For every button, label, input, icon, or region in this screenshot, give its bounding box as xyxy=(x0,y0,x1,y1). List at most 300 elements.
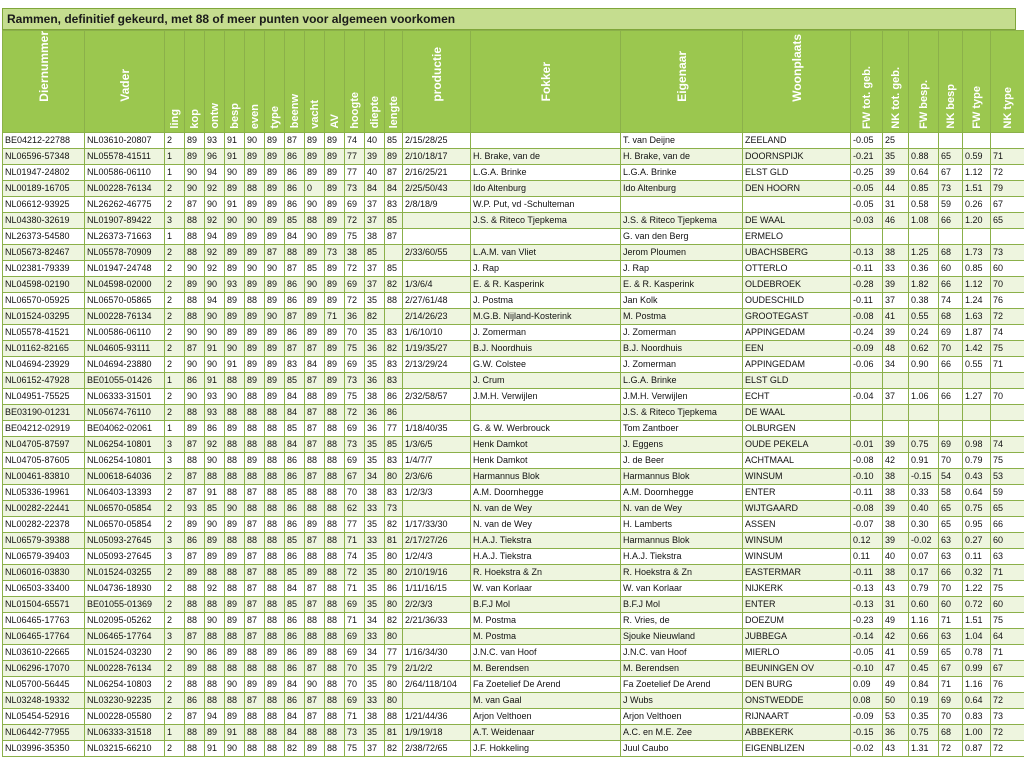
table-cell: NL00282-22441 xyxy=(3,500,85,516)
table-cell: 89 xyxy=(265,388,285,404)
table-cell: NL00586-06110 xyxy=(85,324,165,340)
table-cell: 84 xyxy=(285,228,305,244)
table-cell: OTTERLO xyxy=(743,260,851,276)
table-cell: 1/21/44/36 xyxy=(403,708,471,724)
table-cell: 88 xyxy=(245,532,265,548)
table-cell: 88 xyxy=(265,692,285,708)
table-cell: 68 xyxy=(939,308,963,324)
table-cell: -0.11 xyxy=(851,260,883,276)
table-cell: 88 xyxy=(185,244,205,260)
table-cell: NL00618-64036 xyxy=(85,468,165,484)
table-cell: 88 xyxy=(225,692,245,708)
table-cell xyxy=(385,244,403,260)
table-cell: DEN BURG xyxy=(743,676,851,692)
table-row xyxy=(3,676,1024,692)
table-row xyxy=(3,580,1024,596)
table-cell: 88 xyxy=(245,468,265,484)
table-cell xyxy=(939,228,963,244)
table-cell: 87 xyxy=(245,612,265,628)
table-cell: 79 xyxy=(991,180,1024,196)
table-cell: 65 xyxy=(939,516,963,532)
table-cell: EIGENBLIZEN xyxy=(743,740,851,756)
table-cell: 72 xyxy=(991,308,1024,324)
table-cell: 89 xyxy=(225,420,245,436)
table-cell: 86 xyxy=(285,644,305,660)
table-cell: 89 xyxy=(265,132,285,148)
table-cell: 89 xyxy=(245,228,265,244)
table-cell: JUBBEGA xyxy=(743,628,851,644)
table-cell: 86 xyxy=(385,388,403,404)
table-cell: 72 xyxy=(345,404,365,420)
table-cell: 77 xyxy=(385,420,403,436)
table-cell: 74 xyxy=(345,548,365,564)
table-cell: 0.45 xyxy=(909,660,939,676)
table-cell: 2 xyxy=(165,292,185,308)
table-cell: APPINGEDAM xyxy=(743,356,851,372)
table-cell: 89 xyxy=(265,148,285,164)
table-row xyxy=(3,372,1024,388)
table-cell: 2/8/18/9 xyxy=(403,196,471,212)
table-row xyxy=(3,548,1024,564)
table-cell xyxy=(403,500,471,516)
table-cell: -0.08 xyxy=(851,308,883,324)
table-cell xyxy=(963,404,991,420)
table-cell: Fa Zoetelief De Arend xyxy=(471,676,621,692)
table-cell: 1.42 xyxy=(963,340,991,356)
table-cell: 87 xyxy=(185,708,205,724)
table-cell: NL00228-76134 xyxy=(85,308,165,324)
table-cell: 2 xyxy=(165,340,185,356)
table-cell: 41 xyxy=(883,308,909,324)
table-cell xyxy=(403,628,471,644)
header-row xyxy=(3,31,1024,133)
table-cell: 88 xyxy=(305,612,325,628)
table-cell: 88 xyxy=(265,564,285,580)
table-cell: 70 xyxy=(939,452,963,468)
table-cell: 66 xyxy=(991,516,1024,532)
table-cell: 71 xyxy=(991,644,1024,660)
table-cell: 85 xyxy=(285,532,305,548)
table-cell: 90 xyxy=(225,388,245,404)
table-cell: 85 xyxy=(385,212,403,228)
table-cell: NL00189-16705 xyxy=(3,180,85,196)
table-cell: 90 xyxy=(185,260,205,276)
table-cell: H.A.J. Tiekstra xyxy=(621,548,743,564)
table-cell: 1/9/19/18 xyxy=(403,724,471,740)
column-header-label: NK tot. geb. xyxy=(890,67,902,129)
table-cell: 41 xyxy=(883,644,909,660)
table-cell: J. Zomerman xyxy=(471,324,621,340)
table-cell: 92 xyxy=(205,580,225,596)
table-cell: 85 xyxy=(285,596,305,612)
table-cell: 88 xyxy=(245,740,265,756)
table-cell: 88 xyxy=(185,308,205,324)
table-cell: 87 xyxy=(285,132,305,148)
table-cell: B.F.J Mol xyxy=(621,596,743,612)
table-cell: 39 xyxy=(883,436,909,452)
table-cell: 68 xyxy=(939,244,963,260)
table-cell: 88 xyxy=(185,452,205,468)
table-cell: H.A.J. Tiekstra xyxy=(471,548,621,564)
table-cell xyxy=(883,420,909,436)
table-cell: 87 xyxy=(185,628,205,644)
table-body xyxy=(3,132,1024,756)
table-cell: 87 xyxy=(185,548,205,564)
table-cell: 92 xyxy=(205,212,225,228)
table-cell: 0.32 xyxy=(963,564,991,580)
table-cell: 88 xyxy=(265,484,285,500)
column-header xyxy=(345,31,365,133)
table-cell: 88 xyxy=(305,548,325,564)
table-cell: 86 xyxy=(385,404,403,420)
table-cell: 85 xyxy=(385,260,403,276)
table-row xyxy=(3,212,1024,228)
table-cell: 90 xyxy=(305,196,325,212)
table-cell: 0.12 xyxy=(851,532,883,548)
table-cell: G. & W. Werbrouck xyxy=(471,420,621,436)
table-cell: 82 xyxy=(385,516,403,532)
table-cell: 73 xyxy=(385,500,403,516)
column-header-label: productie xyxy=(430,47,444,102)
table-cell: Henk Damkot xyxy=(471,436,621,452)
table-cell: 88 xyxy=(225,436,245,452)
table-cell: 81 xyxy=(385,532,403,548)
table-cell: 89 xyxy=(325,180,345,196)
table-cell: 0.30 xyxy=(909,516,939,532)
table-cell: NL06579-39403 xyxy=(3,548,85,564)
table-cell: 2 xyxy=(165,564,185,580)
table-cell: 88 xyxy=(205,660,225,676)
table-cell: T. van Deijne xyxy=(621,132,743,148)
table-row xyxy=(3,468,1024,484)
table-cell: 87 xyxy=(305,436,325,452)
table-cell: -0.02 xyxy=(909,532,939,548)
table-cell: 60 xyxy=(991,532,1024,548)
table-cell: 1.24 xyxy=(963,292,991,308)
table-cell: 90 xyxy=(305,676,325,692)
table-cell xyxy=(851,372,883,388)
column-header xyxy=(245,31,265,133)
table-cell: 87 xyxy=(185,468,205,484)
table-cell: 89 xyxy=(325,292,345,308)
column-header xyxy=(3,31,85,133)
table-cell: 35 xyxy=(365,564,385,580)
table-cell: 71 xyxy=(991,564,1024,580)
table-cell: 3 xyxy=(165,548,185,564)
table-cell: 89 xyxy=(265,340,285,356)
table-cell: NL03230-92235 xyxy=(85,692,165,708)
table-cell: 44 xyxy=(883,180,909,196)
table-cell: -0.13 xyxy=(851,596,883,612)
table-cell: 86 xyxy=(285,452,305,468)
table-cell: EASTERMAR xyxy=(743,564,851,580)
table-cell: NL05093-27645 xyxy=(85,532,165,548)
table-cell: NL00228-76134 xyxy=(85,660,165,676)
table-cell: 87 xyxy=(245,564,265,580)
table-cell: 0.11 xyxy=(851,548,883,564)
table-cell: 38 xyxy=(883,516,909,532)
table-cell: 33 xyxy=(365,532,385,548)
table-cell: 89 xyxy=(245,308,265,324)
table-cell xyxy=(851,404,883,420)
table-cell: 73 xyxy=(991,708,1024,724)
table-cell: NL02381-79339 xyxy=(3,260,85,276)
table-cell: 89 xyxy=(305,564,325,580)
table-cell: 85 xyxy=(285,420,305,436)
table-row xyxy=(3,180,1024,196)
table-cell: 88 xyxy=(205,676,225,692)
table-cell: 89 xyxy=(305,516,325,532)
table-cell: 90 xyxy=(265,260,285,276)
table-cell: 94 xyxy=(205,164,225,180)
table-cell xyxy=(403,404,471,420)
table-cell: 88 xyxy=(245,436,265,452)
table-cell: 88 xyxy=(265,740,285,756)
table-cell: 86 xyxy=(285,516,305,532)
table-cell: 0.55 xyxy=(963,356,991,372)
column-header xyxy=(909,31,939,133)
table-cell: 89 xyxy=(305,308,325,324)
table-cell: WINSUM xyxy=(743,532,851,548)
table-cell: 36 xyxy=(365,420,385,436)
table-cell: 89 xyxy=(325,212,345,228)
table-cell: 40 xyxy=(365,132,385,148)
table-cell: 89 xyxy=(265,324,285,340)
table-cell: 88 xyxy=(325,500,345,516)
table-cell: 90 xyxy=(205,308,225,324)
table-cell: 71 xyxy=(345,612,365,628)
table-cell: 60 xyxy=(991,260,1024,276)
table-cell: 89 xyxy=(185,148,205,164)
table-cell: 88 xyxy=(265,404,285,420)
table-cell: 88 xyxy=(185,676,205,692)
table-cell: 0.98 xyxy=(963,436,991,452)
table-cell: NL06254-10803 xyxy=(85,676,165,692)
table-cell: J Wubs xyxy=(621,692,743,708)
table-row xyxy=(3,596,1024,612)
table-cell: 0.08 xyxy=(851,692,883,708)
table-cell: 89 xyxy=(325,388,345,404)
table-cell: NL05673-82467 xyxy=(3,244,85,260)
table-cell: 90 xyxy=(205,196,225,212)
table-cell: NL04736-18930 xyxy=(85,580,165,596)
table-cell: 0.84 xyxy=(909,676,939,692)
table-cell: 88 xyxy=(265,420,285,436)
table-cell: 89 xyxy=(225,308,245,324)
table-cell: 83 xyxy=(385,372,403,388)
rams-table xyxy=(2,30,1024,757)
table-cell: 75 xyxy=(991,612,1024,628)
table-cell: 72 xyxy=(939,740,963,756)
table-cell: 93 xyxy=(205,388,225,404)
table-cell: 1.87 xyxy=(963,324,991,340)
table-cell: 0.17 xyxy=(909,564,939,580)
table-cell: 90 xyxy=(305,228,325,244)
table-cell xyxy=(743,196,851,212)
table-cell: 34 xyxy=(365,644,385,660)
table-cell: 1.16 xyxy=(909,612,939,628)
table-cell: ASSEN xyxy=(743,516,851,532)
table-cell: 88 xyxy=(325,404,345,420)
table-cell: 1/4/7/7 xyxy=(403,452,471,468)
table-cell: 89 xyxy=(205,548,225,564)
table-cell: 35 xyxy=(365,436,385,452)
table-cell: 2/10/19/16 xyxy=(403,564,471,580)
table-row xyxy=(3,724,1024,740)
table-cell: 2/3/6/6 xyxy=(403,468,471,484)
table-cell: 94 xyxy=(205,708,225,724)
table-cell: APPINGEDAM xyxy=(743,324,851,340)
table-row xyxy=(3,436,1024,452)
table-cell: 89 xyxy=(305,164,325,180)
table-cell xyxy=(939,132,963,148)
table-cell xyxy=(851,228,883,244)
table-cell xyxy=(909,420,939,436)
column-header xyxy=(621,31,743,133)
table-cell: 2/21/36/33 xyxy=(403,612,471,628)
table-cell: 33 xyxy=(883,260,909,276)
table-cell: 88 xyxy=(225,532,245,548)
table-cell: 88 xyxy=(225,660,245,676)
table-cell: 54 xyxy=(939,468,963,484)
table-cell: 35 xyxy=(365,660,385,676)
table-cell: 88 xyxy=(325,708,345,724)
table-cell: J. Rap xyxy=(471,260,621,276)
table-cell: 72 xyxy=(345,212,365,228)
column-header xyxy=(305,31,325,133)
column-header-label: NK besp xyxy=(945,84,957,129)
table-cell: 88 xyxy=(225,468,245,484)
table-cell: 88 xyxy=(325,628,345,644)
table-cell: 88 xyxy=(185,724,205,740)
table-cell: 89 xyxy=(225,292,245,308)
table-cell: NL06503-33400 xyxy=(3,580,85,596)
table-cell: 88 xyxy=(305,388,325,404)
table-cell: 42 xyxy=(883,628,909,644)
table-cell: 1.20 xyxy=(963,212,991,228)
table-cell: 38 xyxy=(883,244,909,260)
table-cell: 79 xyxy=(385,660,403,676)
table-cell: 1.51 xyxy=(963,612,991,628)
table-cell: 2/27/61/48 xyxy=(403,292,471,308)
table-cell: 35 xyxy=(365,724,385,740)
table-cell: 90 xyxy=(205,324,225,340)
table-cell: 90 xyxy=(205,452,225,468)
table-cell: 46 xyxy=(883,212,909,228)
table-row xyxy=(3,692,1024,708)
table-cell: 35 xyxy=(365,596,385,612)
table-cell: 88 xyxy=(325,548,345,564)
table-cell: 2/64/118/104 xyxy=(403,676,471,692)
table-cell: 43 xyxy=(883,740,909,756)
table-cell: 35 xyxy=(365,452,385,468)
table-cell: 53 xyxy=(991,468,1024,484)
table-cell: 40 xyxy=(365,164,385,180)
table-cell: 69 xyxy=(345,596,365,612)
table-cell: 90 xyxy=(185,164,205,180)
table-row xyxy=(3,148,1024,164)
table-cell: 85 xyxy=(205,500,225,516)
table-cell: 1/3/6/4 xyxy=(403,276,471,292)
table-cell: 2 xyxy=(165,196,185,212)
table-cell: NL05674-76110 xyxy=(85,404,165,420)
table-cell: NL04605-93111 xyxy=(85,340,165,356)
table-cell: 87 xyxy=(245,628,265,644)
table-cell: 1 xyxy=(165,228,185,244)
table-cell: 2 xyxy=(165,660,185,676)
table-cell: 89 xyxy=(305,324,325,340)
table-cell: NL04380-32619 xyxy=(3,212,85,228)
table-cell: 86 xyxy=(285,164,305,180)
table-cell: 36 xyxy=(365,340,385,356)
table-cell: B.J. Noordhuis xyxy=(621,340,743,356)
table-cell: 88 xyxy=(265,612,285,628)
table-cell: R. Hoekstra & Zn xyxy=(471,564,621,580)
table-cell: ONSTWEDDE xyxy=(743,692,851,708)
table-cell: 75 xyxy=(991,340,1024,356)
table-cell xyxy=(385,308,403,324)
table-cell: 87 xyxy=(285,308,305,324)
table-cell: 25 xyxy=(883,132,909,148)
table-cell: 2/16/25/21 xyxy=(403,164,471,180)
table-cell: 87 xyxy=(245,516,265,532)
table-cell: E. & R. Kasperink xyxy=(621,276,743,292)
table-cell: 88 xyxy=(265,500,285,516)
table-cell: J. Zomerman xyxy=(621,356,743,372)
table-cell: M. van Gaal xyxy=(471,692,621,708)
table-cell: 86 xyxy=(285,148,305,164)
table-cell: 89 xyxy=(225,516,245,532)
table-cell xyxy=(883,228,909,244)
table-cell: 89 xyxy=(245,452,265,468)
table-cell: 73 xyxy=(991,244,1024,260)
table-cell: 85 xyxy=(365,244,385,260)
table-cell: 81 xyxy=(385,724,403,740)
table-cell: 1.51 xyxy=(963,180,991,196)
table-cell: 86 xyxy=(205,420,225,436)
table-cell: NL05093-27645 xyxy=(85,548,165,564)
table-cell: 88 xyxy=(245,500,265,516)
table-row xyxy=(3,532,1024,548)
table-cell: 35 xyxy=(365,676,385,692)
table-cell: 82 xyxy=(385,276,403,292)
column-header-label: FW tot. geb. xyxy=(861,66,873,129)
table-cell: 85 xyxy=(285,564,305,580)
table-cell: 88 xyxy=(325,644,345,660)
table-cell xyxy=(909,372,939,388)
table-cell: 38 xyxy=(345,244,365,260)
table-cell: J. Eggens xyxy=(621,436,743,452)
table-cell: 35 xyxy=(365,356,385,372)
table-cell: -0.15 xyxy=(909,468,939,484)
table-cell: 83 xyxy=(385,196,403,212)
table-cell xyxy=(403,692,471,708)
table-cell: 59 xyxy=(939,196,963,212)
table-cell: OUDESCHILD xyxy=(743,292,851,308)
table-cell: 88 xyxy=(185,404,205,420)
table-row xyxy=(3,244,1024,260)
table-cell: 87 xyxy=(305,532,325,548)
table-cell: NIJKERK xyxy=(743,580,851,596)
table-cell: 85 xyxy=(385,132,403,148)
table-cell: 2 xyxy=(165,468,185,484)
table-cell: 65 xyxy=(939,148,963,164)
table-cell: 2 xyxy=(165,676,185,692)
table-cell: NL05700-56445 xyxy=(3,676,85,692)
table-cell: 72 xyxy=(345,292,365,308)
table-cell: 3 xyxy=(165,212,185,228)
table-cell: 89 xyxy=(225,244,245,260)
